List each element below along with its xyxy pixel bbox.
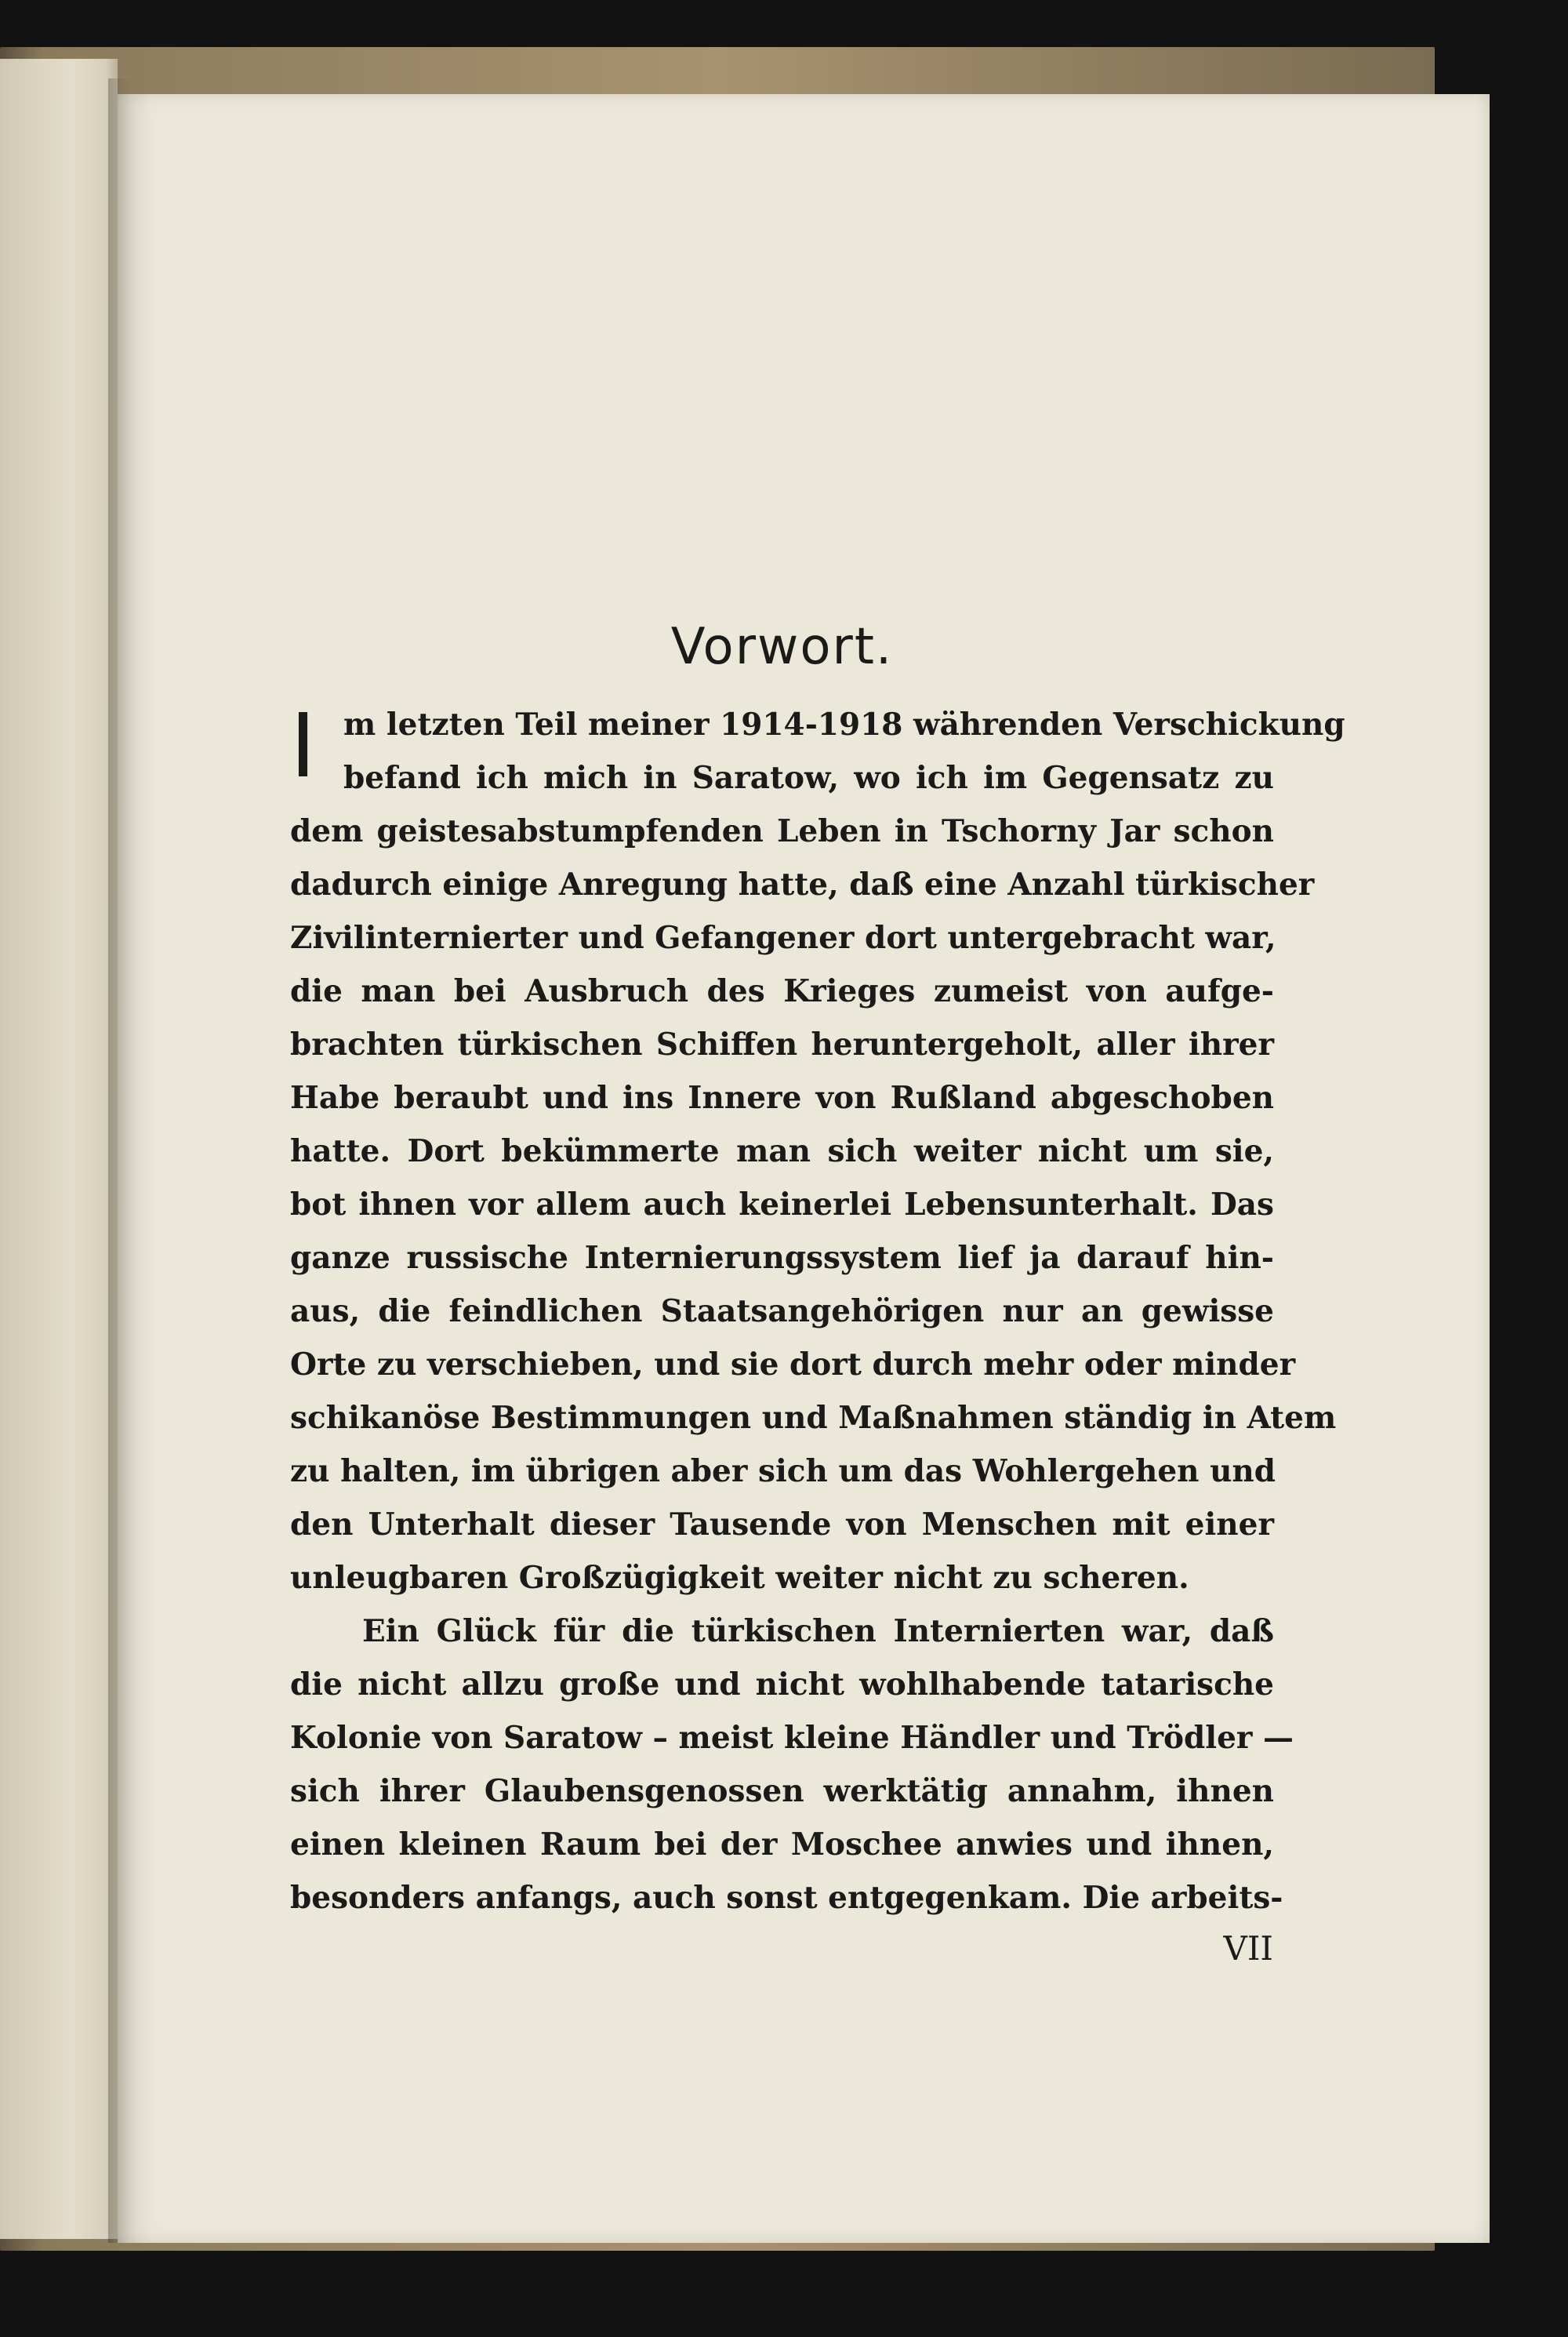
text-line: Orte zu verschieben, und sie dort durch mehr oder minder bbox=[290, 1347, 1296, 1383]
book-page bbox=[118, 94, 1490, 2243]
text-line: sich ihrer Glaubensgenossen werktätig annahm, ihnen bbox=[290, 1773, 1274, 1809]
paragraph-1 bbox=[290, 696, 1345, 1605]
text-line: zu halten, im übrigen aber sich um das Wohlergehen und bbox=[290, 1453, 1276, 1489]
text-line: brachten türkischen Schiffen heruntergeholt, aller ihrer bbox=[290, 1027, 1274, 1063]
text-line: ganze russische Internierungssystem lief ja darauf hin- bbox=[290, 1240, 1274, 1276]
text-line: schikanöse Bestimmungen und Maßnahmen ständig in Atem bbox=[290, 1400, 1337, 1436]
text-line: Ein Glück für die türkischen Internierten war, daß bbox=[362, 1613, 1274, 1649]
chapter-heading: Vorwort. bbox=[670, 618, 894, 676]
text-line: Zivilinternierter und Gefangener dort untergebracht war, bbox=[290, 920, 1276, 956]
text-line: dadurch einige Anregung hatte, daß eine Anzahl türkischer bbox=[290, 867, 1315, 903]
text-line: aus, die feindlichen Staatsangehörigen nur an gewisse bbox=[290, 1293, 1274, 1329]
text-line: den Unterhalt dieser Tausende von Menschen mit einer bbox=[290, 1507, 1274, 1543]
text-line: unleugbaren Großzügigkeit weiter nicht zu scheren. bbox=[290, 1560, 1189, 1596]
text-line: bot ihnen vor allem auch keinerlei Lebensunterhalt. Das bbox=[290, 1187, 1274, 1223]
text-line: besonders anfangs, auch sonst entgegenkam. Die arbeits- bbox=[290, 1880, 1283, 1916]
facing-page-edge bbox=[0, 59, 118, 2239]
text-line: Kolonie von Saratow – meist kleine Händler und Trödler — bbox=[290, 1720, 1294, 1756]
text-line: befand ich mich in Saratow, wo ich im Gegensatz zu bbox=[343, 760, 1274, 796]
text-line: die nicht allzu große und nicht wohlhabende tatarische bbox=[290, 1666, 1274, 1703]
drop-cap: I bbox=[290, 696, 317, 798]
text-line: einen kleinen Raum bei der Moschee anwies und ihnen, bbox=[290, 1826, 1274, 1863]
binding-gutter-shadow bbox=[108, 78, 132, 2243]
text-line: die man bei Ausbruch des Krieges zumeist von aufge- bbox=[290, 973, 1274, 1009]
text-line: dem geistesabstumpfenden Leben in Tschorny Jar schon bbox=[290, 813, 1274, 849]
text-line: m letzten Teil meiner 1914-1918 währenden Verschickung bbox=[343, 707, 1345, 743]
page-number: VII bbox=[1223, 1929, 1273, 1968]
text-line: Habe beraubt und ins Innere von Rußland abgeschoben bbox=[290, 1080, 1274, 1116]
paragraph-2 bbox=[290, 1605, 1294, 1924]
text-line: hatte. Dort bekümmerte man sich weiter nicht um sie, bbox=[290, 1133, 1274, 1169]
text-block bbox=[290, 612, 1345, 1924]
